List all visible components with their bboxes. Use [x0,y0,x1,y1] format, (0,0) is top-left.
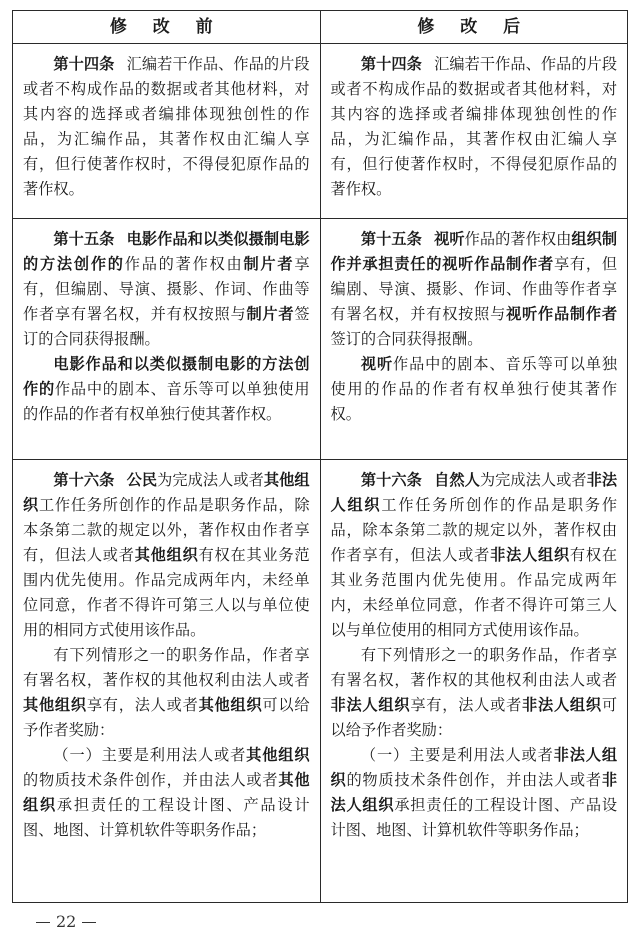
paragraph [23,227,310,352]
body-text: 有下列情形之一的职务作品，作者享有署名权，著作权的其他权利由法人或者 [330,646,617,689]
article-number: 第十四条 [53,55,115,73]
emphasis-text: 其他组织 [246,746,310,764]
body-text: 为完成法人或者 [479,471,587,489]
body-text: 作品中的剧本、音乐等可以单独使用的作品的作者有权单独行使其著作权。 [330,355,618,423]
header-after: 修 改 后 [320,11,628,44]
paragraph [331,743,618,843]
body-text: 为完成法人或者 [157,471,264,489]
paragraph [23,352,310,427]
emphasis-text: 非法人组织 [330,746,618,789]
body-text: 汇编若干作品、作品的片段或者不构成作品的数据或者其他材料，对其内容的选择或者编排体现独创性的作品，为汇编作品，其著作权由汇编人享有，但行使著作权时，不得侵犯原作品的著作权。 [330,55,618,198]
emphasis-text: 自然人 [434,471,480,489]
paragraph [331,643,618,743]
paragraph [331,352,618,427]
paragraph [23,743,310,843]
emphasis-text: 其他组织 [198,696,263,714]
cell-before [13,460,321,903]
body-text: 享有，法人或者 [86,696,199,714]
footer-dash-left [36,922,50,923]
header-before: 修 改 前 [13,11,321,44]
body-text: 享有，法人或者 [410,696,523,714]
table-row [13,44,628,219]
body-text: 作品的著作权由 [124,255,244,273]
paragraph [331,227,618,352]
article-number: 第十五条 [53,230,115,248]
emphasis-text: 公民 [126,471,158,489]
emphasis-text: 非法人组织 [330,696,411,714]
emphasis-text: 制片者 [246,305,295,323]
emphasis-text: 其他组织 [23,771,310,814]
emphasis-text: 制片者 [243,255,295,273]
body-text: 可以给予作者奖励： [330,696,618,739]
body-text: 享有，但编剧、导演、摄影、作词、作曲等作者享有署名权，并有权按照与 [330,255,618,323]
emphasis-text: 组织制作并承担责任的视听作品制作者 [330,230,618,273]
emphasis-text: 电影作品和以类似摄制电影的方法创作的 [23,355,310,398]
body-text: （一）主要是利用法人或者 [360,746,554,764]
article-number: 第十五条 [360,230,422,248]
paragraph [23,52,310,202]
body-text: （一）主要是利用法人或者 [53,746,247,764]
cell-before [13,44,321,219]
emphasis-text: 视听 [360,355,394,373]
emphasis-text: 其他组织 [23,471,310,514]
footer-dash-right [82,922,96,923]
article-number: 第十四条 [360,55,422,73]
emphasis-text: 电影作品和以类似摄制电影的方法创作的 [23,230,310,273]
cell-after [320,44,628,219]
table-header-row [13,11,628,44]
paragraph [23,468,310,643]
body-text: 有权在其业务范围内优先使用。作品完成两年内，未经单位同意，作者不得许可第三人以与单位使用的相同方式使用该作品。 [23,546,310,639]
emphasis-text: 视听作品制作者 [506,305,618,323]
body-text: 有权在其业务范围内优先使用。作品完成两年内，未经单位同意，作者不得许可第三人以与单位使用的相同方式使用该作品。 [330,546,618,639]
body-text: 享有，但编剧、导演、摄影、作词、作曲等作者享有署名权，并有权按照与 [23,255,310,323]
body-text: 签订的合同获得报酬。 [330,330,483,348]
paragraph [331,468,618,643]
body-text: 的物质技术条件创作，并由法人或者 [23,771,279,789]
body-text: 作品的著作权由 [464,230,572,248]
body-text: 签订的合同获得报酬。 [23,305,310,348]
cell-after [320,219,628,460]
paragraph [23,643,310,743]
emphasis-text: 非法人组织 [330,771,618,814]
body-text: 承担责任的工程设计图、产品设计图、地图、计算机软件等职务作品； [330,796,618,839]
table-row [13,219,628,460]
emphasis-text: 其他组织 [134,546,199,564]
emphasis-text: 非法人组织 [490,546,570,564]
body-text: 工作任务所创作的作品是职务作品，除本条第二款的规定以外，著作权由作者享有，但法人或者 [330,496,618,564]
article-number: 第十六条 [360,471,422,489]
cell-after [320,460,628,903]
body-text: 作品中的剧本、音乐等可以单独使用的作品的作者有权单独行使其著作权。 [23,380,310,423]
emphasis-text: 非法人组织 [330,471,618,514]
body-text: 汇编若干作品、作品的片段或者不构成作品的数据或者其他材料，对其内容的选择或者编排体现独创性的作品，为汇编作品，其著作权由汇编人享有，但行使著作权时，不得侵犯原作品的著作权。 [23,55,310,198]
cell-before [13,219,321,460]
body-text: 的物质技术条件创作，并由法人或者 [346,771,602,789]
page-number: 22 [56,912,77,931]
page-footer [30,912,102,931]
comparison-table [12,10,628,903]
body-text: 工作任务所创作的作品是职务作品，除本条第二款的规定以外，著作权由作者享有，但法人或者 [23,496,310,564]
table-row [13,460,628,903]
paragraph [331,52,618,202]
body-text: 有下列情形之一的职务作品，作者享有署名权，著作权的其他权利由法人或者 [23,646,310,689]
body-text: 可以给予作者奖励： [23,696,310,739]
emphasis-text: 非法人组织 [522,696,602,714]
emphasis-text: 其他组织 [23,696,87,714]
emphasis-text: 视听 [434,230,465,248]
body-text: 承担责任的工程设计图、产品设计图、地图、计算机软件等职务作品； [23,796,310,839]
article-number: 第十六条 [53,471,115,489]
